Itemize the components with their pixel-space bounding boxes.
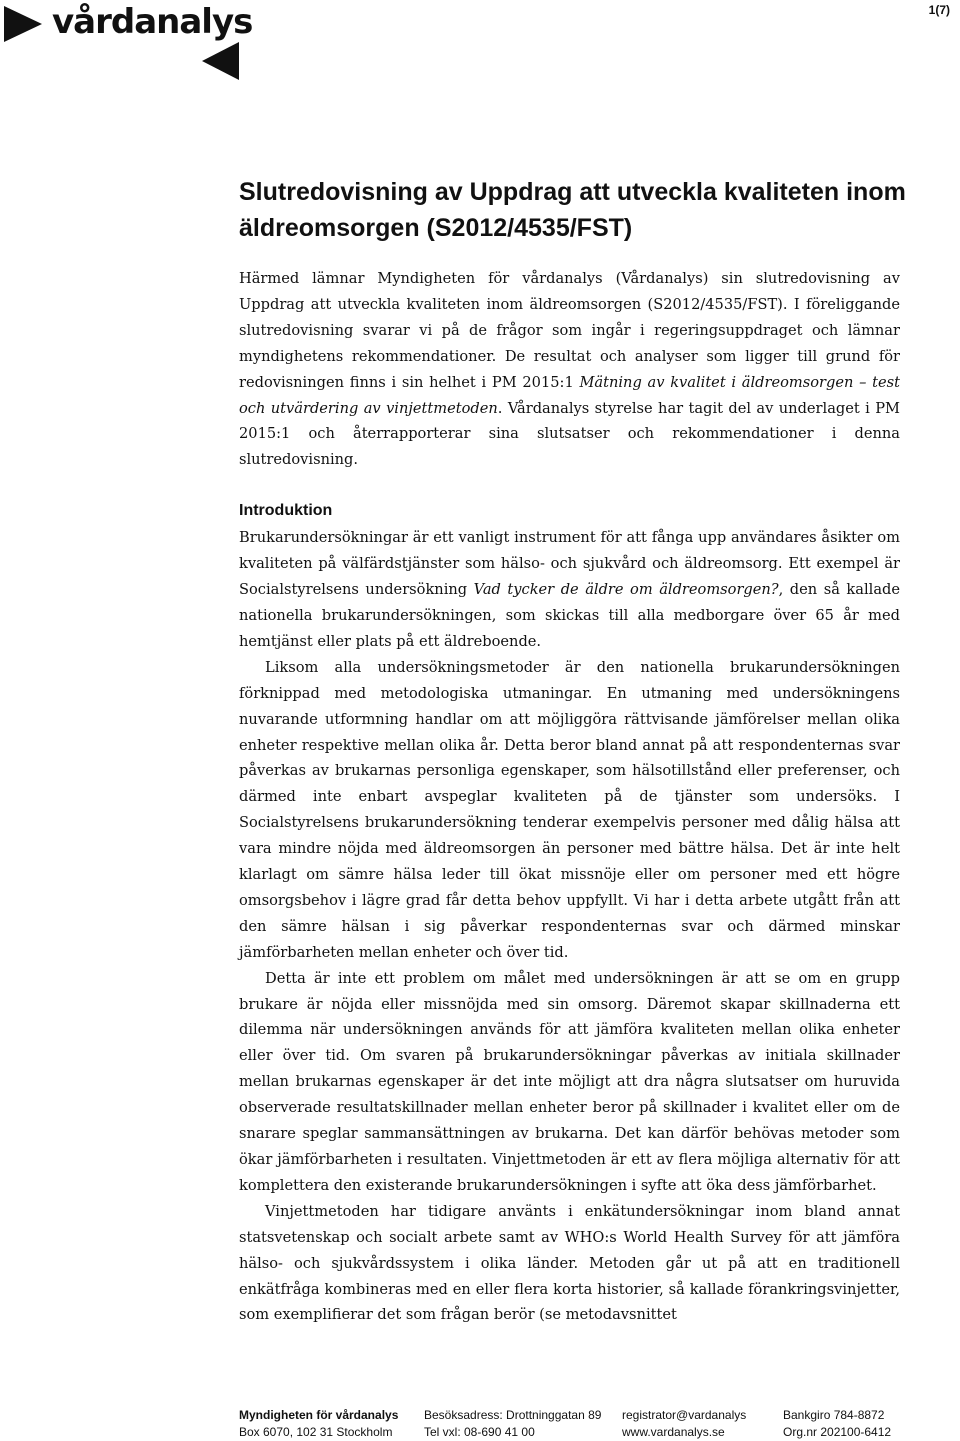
footer-postal-address: Box 6070, 102 31 Stockholm [239, 1425, 393, 1439]
footer-bankgiro: Bankgiro 784-8872 [783, 1408, 885, 1422]
footer-org-number: Org.nr 202100-6412 [783, 1425, 892, 1439]
footer-website: www.vardanalys.se [622, 1425, 725, 1439]
section-paragraph-4: Vinjettmetoden har tidigare använts i enkätundersökningar inom bland annat statsvetenskap och socialt arbete samt av WHO:s World Health Survey för att jämföra hälso- och sjukvårdssystem i olika länder. Metoden går ut på att en traditionell enkätfråga kombineras med en eller flera korta historier, så kallade förankringsvinjetter, som exemplifierar det som frågan berör (se metodavsnittet [239, 1202, 900, 1324]
section-paragraph-3: Detta är inte ett problem om målet med undersökningen är att se om en grupp brukare är nöjda eller missnöjda med sin omsorg. Däremot skapar skillnaderna ett dilemma när undersökningen används för att jämföra kvaliteten mellan olika enheter eller över tid. Om svaren på brukarundersökningar påverkas av initiala skillnader mellan brukarnas egenskaper är det inte möjligt att dra några slutsatser om huruvida observerade resultatskillnader mellan enheter beror på skillnader i kvalitet eller om de snarare speglar sammansättningen av brukarna. Det kan därför behövas metoder som ökar jämförbarheten i resultaten. Vinjettmetoden är ett av flera möjliga alternativ för att komplettera den existerande brukarundersökningen i syfte att öka dess jämförbarhet. [239, 969, 900, 1194]
section-heading: Introduktion [239, 502, 333, 520]
page-footer [239, 1407, 929, 1441]
footer-email: registrator@vardanalys [622, 1408, 747, 1422]
logo-wordmark: vårdanalys [52, 2, 253, 42]
vardanalys-logo [4, 0, 254, 90]
footer-phone: Tel vxl: 08-690 41 00 [424, 1425, 535, 1439]
footer-row-2 [239, 1424, 929, 1441]
page-title: Slutredovisning av Uppdrag att utveckla kvaliteten inom äldreomsorgen (S2012/4535/FST) [239, 178, 906, 242]
footer-visit-address: Besöksadress: Drottninggatan 89 [424, 1408, 602, 1422]
section-paragraph-2: Liksom alla undersökningsmetoder är den nationella brukarundersökningen förknippad med metodologiska utmaningar. En utmaning med undersökningens nuvarande utformning handlar om att möjliggöra rättvisande jämförelser mellan olika enheter respektive mellan olika år. Detta beror bland annat på att respondenternas svar påverkas av brukarnas personliga egenskaper, som hälsotillstånd eller preferenser, och därmed inte enbart avspeglar kvaliteten på de tjänster som undersöks. I Socialstyrelsens brukarundersökning tenderar exempelvis personer med dålig hälsa att vara mindre nöjda med äldreomsorgen än personer med bättre hälsa. Det är inte helt klarlagt om sämre hälsa leder till ökat missnöje eller om personer med ett högre omsorgsbehov i lägre grad får detta behov uppfyllt. Vi har i detta arbete utgått från att den sämre hälsan i sig påverkar respondenternas svar och därmed minskar jämförbarheten mellan enheter och över tid. [239, 658, 900, 961]
page-number: 1(7) [928, 3, 950, 17]
footer-row-1 [239, 1407, 929, 1424]
footer-org-name: Myndigheten för vårdanalys [239, 1408, 399, 1422]
section-paragraph-1: Brukarundersökningar är ett vanligt instrument för att fånga upp användares åsikter om kvaliteten på välfärdstjänster som hälso- och sjukvård och äldreomsorg. Ett exempel är Socialstyrelsens undersökning Vad tycker de äldre om äldreomsorgen?, den så kallade nationella brukarundersökningen, som skickas till alla medborgare över 65 år med hemtjänst eller plats på ett äldreboende. [239, 529, 900, 650]
document-body [239, 266, 900, 1328]
intro-paragraph: Härmed lämnar Myndigheten för vårdanalys (Vårdanalys) sin slutredovisning av Uppdrag att utveckla kvaliteten inom äldreomsorgen (S2012/4535/FST). I föreliggande slutredovisning svarar vi på de frågor som ingår i regeringsuppdraget och lämnar myndighetens rekommendationer. De resultat och analyser som ligger till grund för redovisningen finns i sin helhet i PM 2015:1 Mätning av kvalitet i äldreomsorgen – test och utvärdering av vinjettmetoden. Vårdanalys styrelse har tagit del av underlaget i PM 2015:1 och återrapporterar sina slutsatser och rekommendationer i denna slutredovisning. [239, 270, 901, 469]
